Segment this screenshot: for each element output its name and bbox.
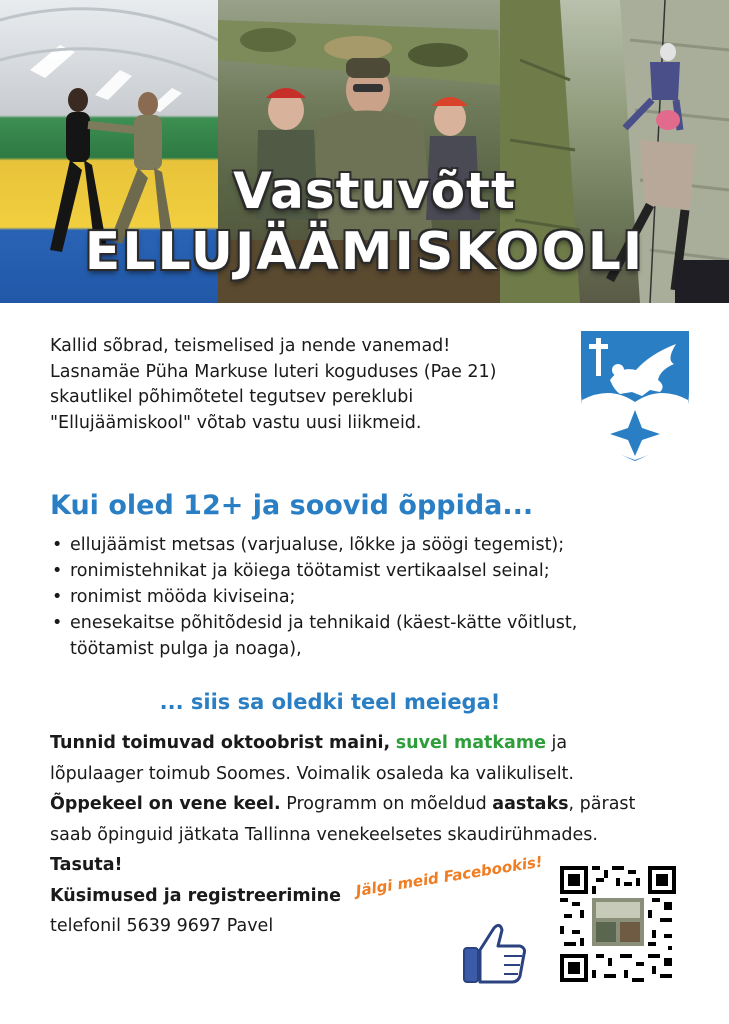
schedule-text: Tunnid toimuvad oktoobrist maini, [50, 733, 391, 753]
thumbs-up-icon [460, 918, 530, 988]
language-text: Õppekeel on vene keel. [50, 794, 281, 814]
church-crest-icon [580, 330, 690, 462]
header-photo-collage [0, 0, 729, 303]
intro-line: Lasnamäe Püha Markuse luteri koguduses (Pae 21) [50, 361, 497, 382]
details-line-2: lõpulaager toimub Soomes. Voimalik osaleda ka valikuliselt. [50, 763, 574, 784]
registration-heading: Küsimused ja registreerimine [50, 885, 341, 906]
list-item [50, 584, 690, 610]
list-item-text: ronimistehnikat ja köiega töötamist vertikaalsel seinal; [70, 561, 550, 581]
skills-list [50, 532, 690, 662]
list-item-text: ellujäämist metsas (varjualuse, lõkke ja söögi tegemist); [70, 535, 565, 555]
list-item [50, 558, 690, 584]
intro-line: skautlikel põhimõtetel tegutsev pereklubi [50, 387, 414, 407]
details-text: , pärast [568, 794, 636, 814]
summer-hike-text: suvel matkame [395, 733, 546, 753]
list-item [50, 610, 690, 662]
program-duration-text: aastaks [492, 794, 569, 814]
list-item-text: ronimist mööda kiviseina; [70, 587, 296, 607]
title-line-1: Vastuvõtt [233, 162, 516, 220]
details-line-1 [50, 728, 700, 759]
free-label: Tasuta! [50, 855, 123, 875]
details-line-4: saab õpinguid jätkata Tallinna venekeelsetes skaudirühmades. [50, 824, 598, 845]
tagline: ... siis sa oledki teel meiega! [159, 690, 501, 714]
section-heading: Kui oled 12+ ja soovid õppida... [50, 490, 534, 521]
details-text: Programm on mõeldud [286, 794, 487, 814]
list-item [50, 532, 690, 558]
title-line-2: ELLUJÄÄMISKOOLI [84, 222, 645, 282]
intro-paragraph [50, 334, 570, 436]
intro-line: "Ellujäämiskool" võtab vastu uusi liikmeid. [50, 412, 422, 433]
qr-code[interactable] [560, 866, 676, 982]
details-text: ja [551, 733, 568, 753]
details-line-3 [50, 789, 700, 820]
contact-phone: telefonil 5639 9697 Pavel [50, 916, 274, 936]
list-item-text: enesekaitse põhitõdesid ja tehnikaid (käest-kätte võitlust, [70, 613, 578, 633]
intro-line: Kallid sõbrad, teismelised ja nende vanemad! [50, 336, 451, 356]
list-item-text-continued: töötamist pulga ja noaga), [70, 639, 302, 659]
poster-title [0, 162, 729, 282]
facebook-follow-text: Jälgi meid Facebookis! [354, 852, 544, 900]
